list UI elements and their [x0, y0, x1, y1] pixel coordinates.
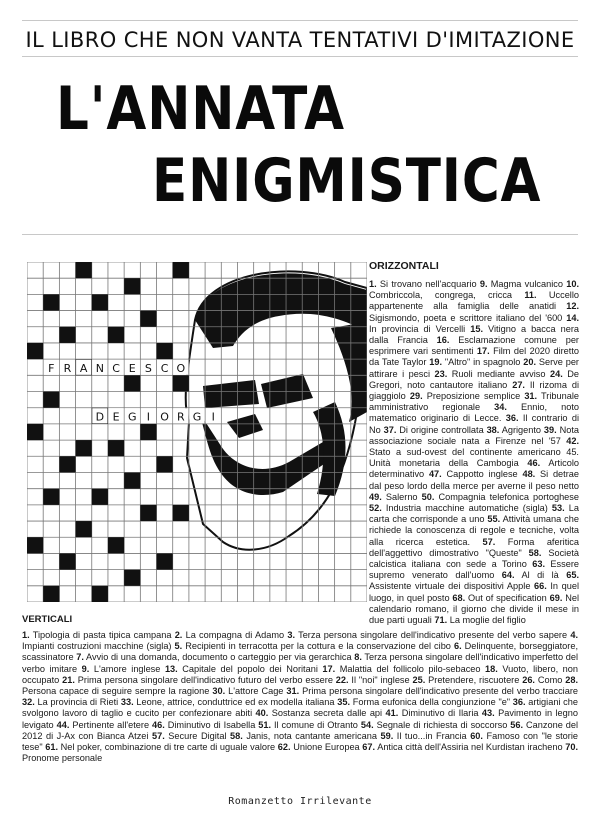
clue-number: 18. — [485, 663, 498, 674]
clue-number: 50. — [421, 491, 435, 502]
clue-number: 15. — [470, 323, 484, 334]
clue-text: Si trovano nell'acquario — [376, 279, 480, 289]
clue-number: 47. — [428, 469, 442, 480]
crossword-grid — [27, 262, 367, 602]
black-square — [124, 472, 140, 488]
clue-number: 54. — [360, 719, 374, 730]
clue-text: Sigismondo, poeta e scrittore italiano del '600 — [369, 312, 567, 323]
clue-number: 48. — [522, 469, 536, 480]
clue-text: Impianti costruzioni macchine (sigla) — [22, 641, 175, 652]
black-square — [140, 311, 156, 327]
clue-number: 35. — [337, 697, 351, 708]
clue-text: Forma aferitica dell'aggettivo dimostrativo "Queste" — [369, 536, 579, 558]
clue-number: 55. — [487, 514, 501, 525]
clue-text: Prima persona singolare dell'indicativo futuro del verbo essere — [74, 674, 336, 685]
clue-text: Il contrario di No — [369, 413, 579, 435]
clue-number: 31. — [524, 391, 538, 402]
clue-text: Persona capace di seguire sempre la ragione — [22, 686, 213, 697]
clue-number: 58. — [230, 730, 243, 741]
clue-number: 10. — [566, 279, 579, 289]
clue-number: 7. — [76, 652, 84, 663]
clue-number: 9. — [81, 663, 90, 674]
clue-number: 43. — [481, 708, 495, 719]
clue-number: 21. — [62, 674, 75, 685]
clue-text: Leone, attrice, conduttrice ed ex modella italiana — [133, 697, 338, 708]
title-line-2: ENIGMISTICA — [152, 146, 542, 216]
clue-number: 36. — [512, 697, 526, 708]
clue-number: 44. — [56, 719, 70, 730]
grid-letter: R — [63, 361, 72, 375]
clue-text: Unione Europea — [290, 742, 363, 753]
clue-number: 42. — [566, 435, 579, 446]
clue-number: 22. — [335, 674, 349, 685]
black-square — [59, 553, 75, 569]
clue-number: 2. — [174, 630, 183, 640]
clue-text: In provincia di Vercelli — [369, 323, 471, 334]
clue-number: 61. — [45, 742, 59, 753]
black-square — [92, 586, 108, 602]
footer-brand: Romanzetto Irrilevante — [228, 796, 372, 807]
clue-text: Nota associazione sociale nata a Firenze nel '57 — [369, 424, 579, 446]
black-square — [43, 586, 59, 602]
grid-letter: E — [128, 361, 136, 375]
clue-text: Combriccola, congrega, cricca — [369, 290, 525, 301]
clue-text: Segnale di richiesta di soccorso — [373, 719, 511, 730]
clue-number: 4. — [570, 630, 578, 640]
clue-number: 9. — [479, 279, 488, 289]
black-square — [76, 440, 92, 456]
clue-number: 5. — [174, 641, 183, 652]
clue-number: 59. — [380, 730, 394, 741]
clue-text: Ruoli mediante avviso — [447, 368, 550, 379]
clue-number: 30. — [212, 686, 226, 697]
clue-number: 1. — [22, 630, 30, 640]
clue-text: Ennio, noto matematico originario di Lecce. — [369, 402, 579, 424]
clue-text: Il "noi" inglese — [348, 674, 413, 685]
black-square — [92, 489, 108, 505]
clue-text: Salerno — [381, 491, 422, 502]
clue-text: Al di là — [514, 570, 567, 581]
grid-letter: F — [48, 361, 55, 375]
clue-text: Pretendere, riscuotere — [425, 674, 523, 685]
clue-text: Serve per attirare i pesci — [369, 357, 579, 379]
black-square — [27, 537, 43, 553]
clue-text: Stato a sud-ovest del continente americano 45. Unità monetaria della Cambogia — [369, 447, 579, 469]
grid-letter: S — [144, 361, 152, 375]
clue-text: Capitale del popolo dei Noritani — [177, 663, 323, 674]
clue-text: Attività umana che richiede la conoscenza di regole e tecniche, volta alla ricerca estetica. — [369, 514, 579, 547]
clue-number: 57. — [151, 730, 165, 741]
clue-number: 23. — [434, 368, 448, 379]
clue-text: Pronome personale — [22, 753, 103, 764]
grid-letter: O — [176, 361, 186, 375]
clue-text: Cappotto inglese — [441, 469, 523, 480]
clue-number: 40. — [255, 708, 269, 719]
clue-text: La carta che corrisponde a uno — [369, 503, 579, 525]
clue-number: 69. — [549, 592, 563, 603]
clue-number: 16. — [436, 335, 450, 346]
black-square — [124, 570, 140, 586]
clue-text: "Altro" in spagnolo — [442, 357, 524, 368]
black-square — [140, 424, 156, 440]
clue-number: 20. — [523, 357, 537, 368]
top-rule — [22, 20, 578, 21]
black-square — [157, 553, 173, 569]
clue-number: 57. — [482, 536, 496, 547]
clue-text: Società calcistica italiana con sede a Torino — [369, 547, 579, 570]
clue-text: Pertinente all'etere — [69, 719, 153, 730]
black-square — [43, 392, 59, 408]
black-square — [43, 294, 59, 310]
clue-number: 36. — [505, 413, 519, 424]
clue-number: 71. — [434, 615, 448, 626]
clue-text: Delinquente, borseggiatore, scassinatore — [22, 641, 579, 663]
grid-letter: R — [176, 410, 185, 424]
verticali-clues — [22, 630, 578, 764]
clue-text: Essere supremo venerato dall'uomo — [369, 559, 579, 581]
clue-number: 29. — [409, 391, 423, 402]
verticali-heading: VERTICALI — [22, 614, 73, 625]
black-square — [157, 343, 173, 359]
clue-text: Sostanza secreta dalle api — [268, 708, 386, 719]
clue-text: Janis, nota cantante americana — [242, 730, 381, 741]
clue-text: Nel poker, combinazione di tre carte di uguale valore — [58, 742, 278, 753]
black-square — [124, 375, 140, 391]
black-square — [76, 521, 92, 537]
orizzontali-heading: ORIZZONTALI — [369, 260, 439, 272]
clue-number: 34. — [494, 402, 507, 413]
clue-number: 6. — [453, 641, 462, 652]
clue-text: Forma eufonica della congiunzione "e" — [350, 697, 513, 708]
clue-text: Film del 2020 diretto da Tate Taylor — [369, 346, 579, 368]
black-square — [108, 537, 124, 553]
grid-letter: G — [127, 410, 137, 424]
clue-number: 41. — [385, 708, 399, 719]
clue-text: Tribunale amministrativo regionale — [369, 391, 579, 413]
clue-text: Antica città dell'Assiria nel Kurdistan iracheno — [375, 742, 566, 753]
clue-number: 39. — [543, 424, 557, 435]
clue-text: Di origine controllata — [396, 424, 487, 435]
clue-number: 63. — [532, 559, 546, 570]
clue-number: 60. — [470, 730, 483, 741]
clue-number: 25. — [412, 674, 426, 685]
clue-number: 65. — [566, 570, 579, 581]
tagline-rule — [22, 56, 578, 57]
grid-letter: E — [112, 410, 120, 424]
clue-text: Magma vulcanico — [487, 279, 567, 289]
clue-text: Diminutivo di Isabella — [164, 719, 259, 730]
clue-number: 24. — [549, 368, 563, 379]
clue-number: 13. — [164, 663, 178, 674]
orizzontali-clues — [369, 279, 579, 626]
clue-number: 52. — [369, 503, 382, 514]
clue-text: De Gregori, noto cantautore italiano — [369, 368, 579, 390]
clue-text: Agrigento — [499, 424, 544, 435]
clue-text: Prima persona singolare dell'indicativo presente del verbo tracciare — [299, 686, 579, 697]
grid-letter: I — [211, 410, 215, 424]
clue-text: Il rizoma di giaggiolo — [369, 379, 579, 402]
clue-text: Esclamazione comune per esprimere vari sentimenti — [369, 335, 579, 357]
grid-letter: C — [160, 361, 169, 375]
clue-number: 53. — [551, 503, 565, 514]
clue-text: Articolo determinativo — [369, 458, 579, 480]
clue-number: 27. — [512, 379, 525, 390]
clue-number: 8. — [354, 652, 362, 663]
clue-text: Tipologia di pasta tipica campana — [29, 630, 175, 640]
black-square — [108, 327, 124, 343]
grid-letter: N — [95, 361, 104, 375]
clue-text: Vitigno a bacca nera dalla Francia — [369, 323, 579, 346]
clue-number: 64. — [501, 570, 515, 581]
clue-text: Canzone del 2012 di J-Ax con Bianca Atzei — [22, 719, 579, 741]
black-square — [173, 505, 189, 521]
clue-text: Compagnia telefonica portoghese — [434, 491, 579, 502]
grid-letter: I — [146, 410, 151, 424]
clue-number: 12. — [566, 301, 579, 312]
clue-number: 3. — [287, 630, 296, 640]
clue-text: In quel luogo, in quel posto — [369, 581, 580, 603]
clue-number: 67. — [362, 742, 376, 753]
title-rule — [22, 234, 578, 235]
clue-number: 62. — [277, 742, 291, 753]
clue-number: 33. — [120, 697, 134, 708]
clue-text: Out of specification — [465, 592, 550, 603]
clue-number: 66. — [534, 581, 547, 592]
grid-letter: C — [112, 361, 120, 375]
clue-number: 26. — [522, 674, 535, 685]
title-line-1: L'ANNATA — [56, 74, 345, 144]
clue-text: Preposizione semplice — [422, 391, 525, 402]
clue-text: Secure Digital — [164, 730, 230, 741]
clue-number: 46. — [152, 719, 165, 730]
clue-number: 56. — [510, 719, 524, 730]
clue-number: 70. — [565, 742, 579, 753]
clue-text: La compagna di Adamo — [182, 630, 288, 640]
black-square — [27, 343, 43, 359]
clue-text: Vuoto, libero, non occupato — [22, 663, 579, 685]
black-square — [27, 424, 43, 440]
black-square — [108, 440, 124, 456]
clue-text: La moglie del figlio — [447, 615, 526, 626]
clue-number: 32. — [22, 697, 35, 708]
clue-number: 31. — [286, 686, 300, 697]
clue-text: Si detrae dal peso lordo della merce per averne il peso netto — [369, 469, 580, 491]
black-square — [43, 489, 59, 505]
clue-text: Recipienti in terracotta per la cottura e la conservazione del cibo — [182, 641, 454, 652]
clue-text: Assistente virtuale dei dispositivi Apple — [369, 581, 535, 592]
clue-text: Terza persona singolare dell'indicativo presente del verbo sapere — [295, 630, 571, 640]
clue-number: 14. — [566, 312, 579, 323]
clue-number: 46. — [527, 458, 541, 469]
clue-number: 19. — [429, 357, 443, 368]
black-square — [59, 456, 75, 472]
clue-number: 38. — [486, 424, 500, 435]
clue-text: Il comune di Otranto — [271, 719, 361, 730]
black-square — [173, 262, 189, 278]
clue-text: Pavimento in legno levigato — [22, 708, 578, 730]
clue-text: Famoso con "le storie tese" — [22, 730, 578, 753]
grid-letter: A — [79, 361, 88, 375]
clue-text: Industria macchine automatiche (sigla) — [381, 503, 552, 514]
clue-number: 11. — [524, 290, 537, 301]
black-square — [140, 505, 156, 521]
black-square — [59, 327, 75, 343]
clue-number: 1. — [369, 279, 377, 289]
grid-letter: G — [192, 410, 202, 424]
clue-text: artigiani che svolgono lavoro di taglio e cucito per confezionare abiti — [22, 697, 578, 719]
clue-text: Avvio di una domanda, documento o carteggio per via gerarchica — [83, 652, 355, 663]
clue-number: 37. — [383, 424, 397, 435]
black-square — [124, 278, 140, 294]
clue-text: Como — [534, 674, 566, 685]
grid-letter: D — [95, 410, 105, 424]
clue-number: 68. — [452, 592, 466, 603]
black-square — [157, 456, 173, 472]
clue-number: 58. — [528, 547, 542, 558]
clue-text: L'attore Cage — [225, 686, 287, 697]
clue-text: Malattia del follicolo pilo-sebaceo — [335, 663, 486, 674]
clue-text: Uccello appartenente alla famiglia delle anatidi — [369, 290, 580, 312]
clue-number: 51. — [258, 719, 272, 730]
clue-text: Terza persona singolare dell'indicativo imperfetto del verbo imitare — [22, 652, 578, 674]
tagline: IL LIBRO CHE NON VANTA TENTATIVI D'IMITAZIONE — [25, 28, 575, 52]
clue-text: L'amore inglese — [89, 663, 165, 674]
clue-number: 17. — [476, 346, 490, 357]
black-square — [92, 294, 108, 310]
black-square — [76, 262, 92, 278]
clue-number: 49. — [369, 491, 382, 502]
clue-text: Nel calendario romano, il giorno che divide il mese in due parti uguali — [369, 592, 580, 626]
clue-text: La provincia di Rieti — [34, 697, 121, 708]
black-square — [173, 375, 189, 391]
clue-number: 28. — [565, 674, 578, 685]
clue-text: Diminutivo di Ilaria — [398, 708, 482, 719]
grid-letter: O — [160, 410, 169, 424]
clue-text: Il tuo...in Francia — [393, 730, 471, 741]
clue-number: 17. — [322, 663, 336, 674]
